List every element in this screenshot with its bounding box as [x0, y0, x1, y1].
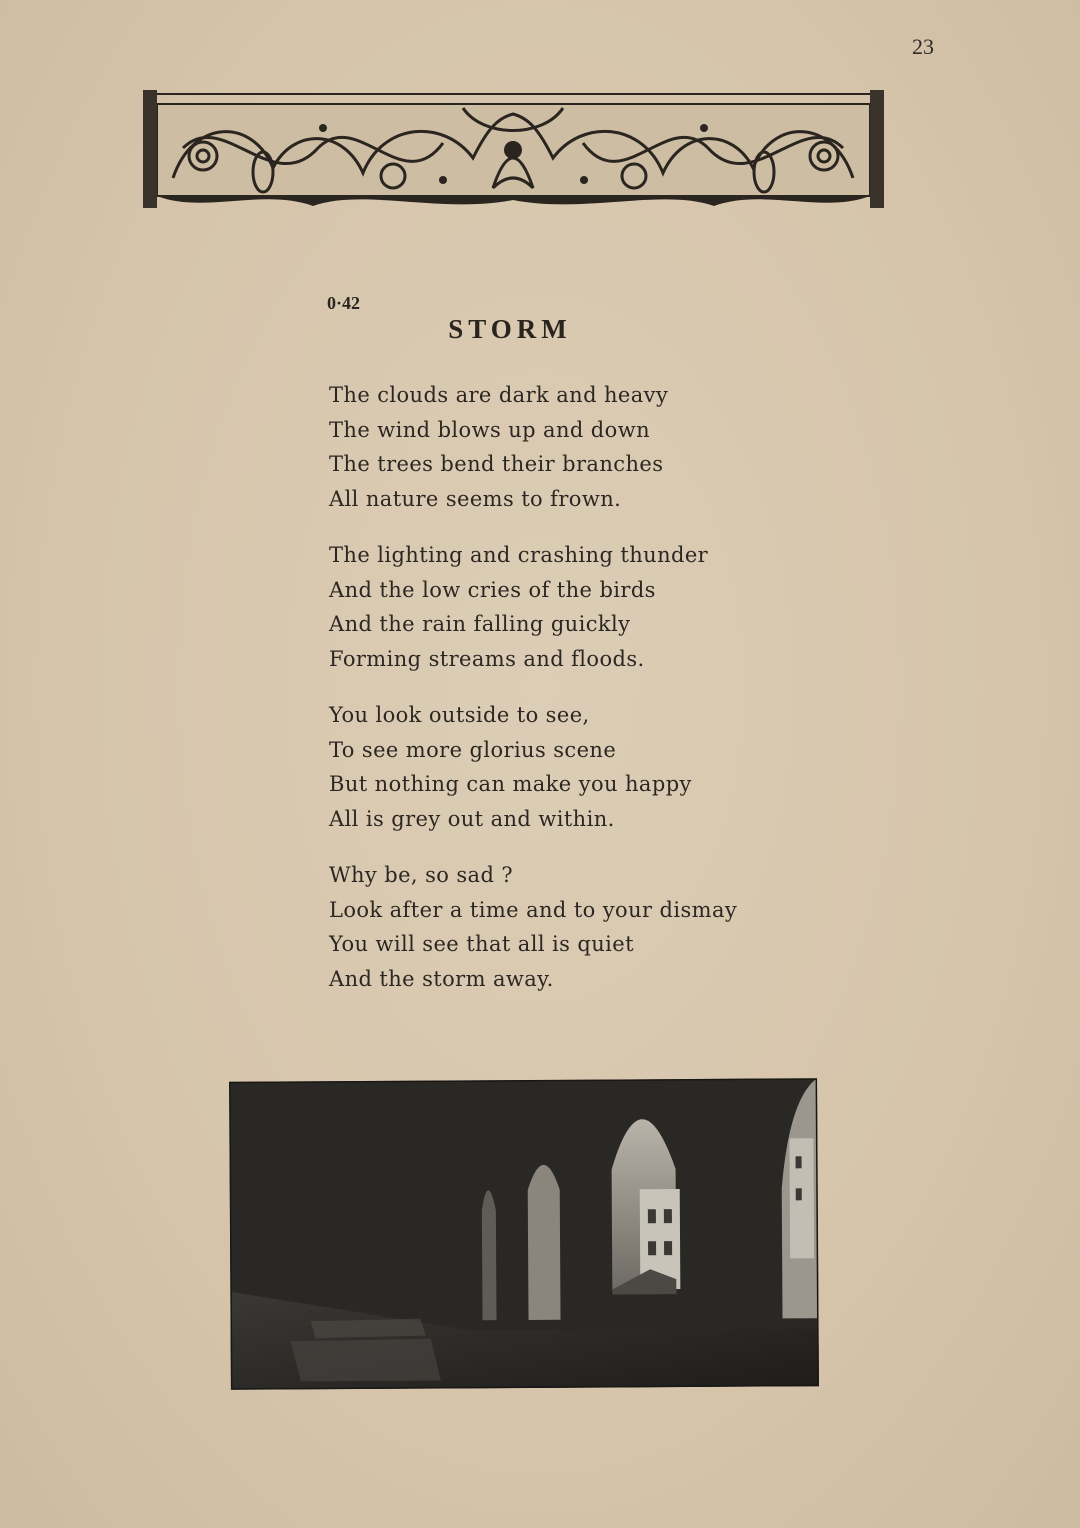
stanza	[329, 698, 789, 836]
poem-line: The lighting and crashing thunder	[329, 543, 709, 567]
poem-line: Look after a time and to your dismay	[329, 897, 738, 922]
poem-line: You will see that all is quiet	[329, 932, 634, 956]
poem-line: To see more glorius scene	[329, 737, 617, 762]
catalog-code: 0·42	[327, 293, 361, 313]
poem-line: You look outside to see,	[329, 703, 590, 727]
poem-line: The wind blows up and down	[329, 417, 650, 442]
poem-line: The clouds are dark and heavy	[329, 383, 669, 407]
poem-line: Forming streams and floods.	[329, 646, 645, 671]
poem-body	[329, 378, 789, 1018]
page-number: 23	[912, 34, 934, 59]
poem-line: The trees bend their branches	[329, 452, 664, 476]
poem-line: And the low cries of the birds	[329, 577, 656, 602]
stanza	[329, 378, 789, 516]
poem-line: And the storm away.	[329, 966, 554, 991]
poem-line: Why be, so sad ?	[329, 863, 514, 887]
poem-line: But nothing can make you happy	[329, 772, 692, 796]
stanza	[329, 858, 789, 996]
poem-line: All nature seems to frown.	[329, 486, 622, 511]
ornamental-header-band	[143, 88, 884, 214]
arcade-photograph	[229, 1078, 819, 1390]
poem-line: All is grey out and within.	[329, 806, 615, 831]
stanza	[329, 538, 789, 676]
poem-title: STORM	[448, 314, 572, 344]
poem-line: And the rain falling guickly	[329, 612, 631, 636]
